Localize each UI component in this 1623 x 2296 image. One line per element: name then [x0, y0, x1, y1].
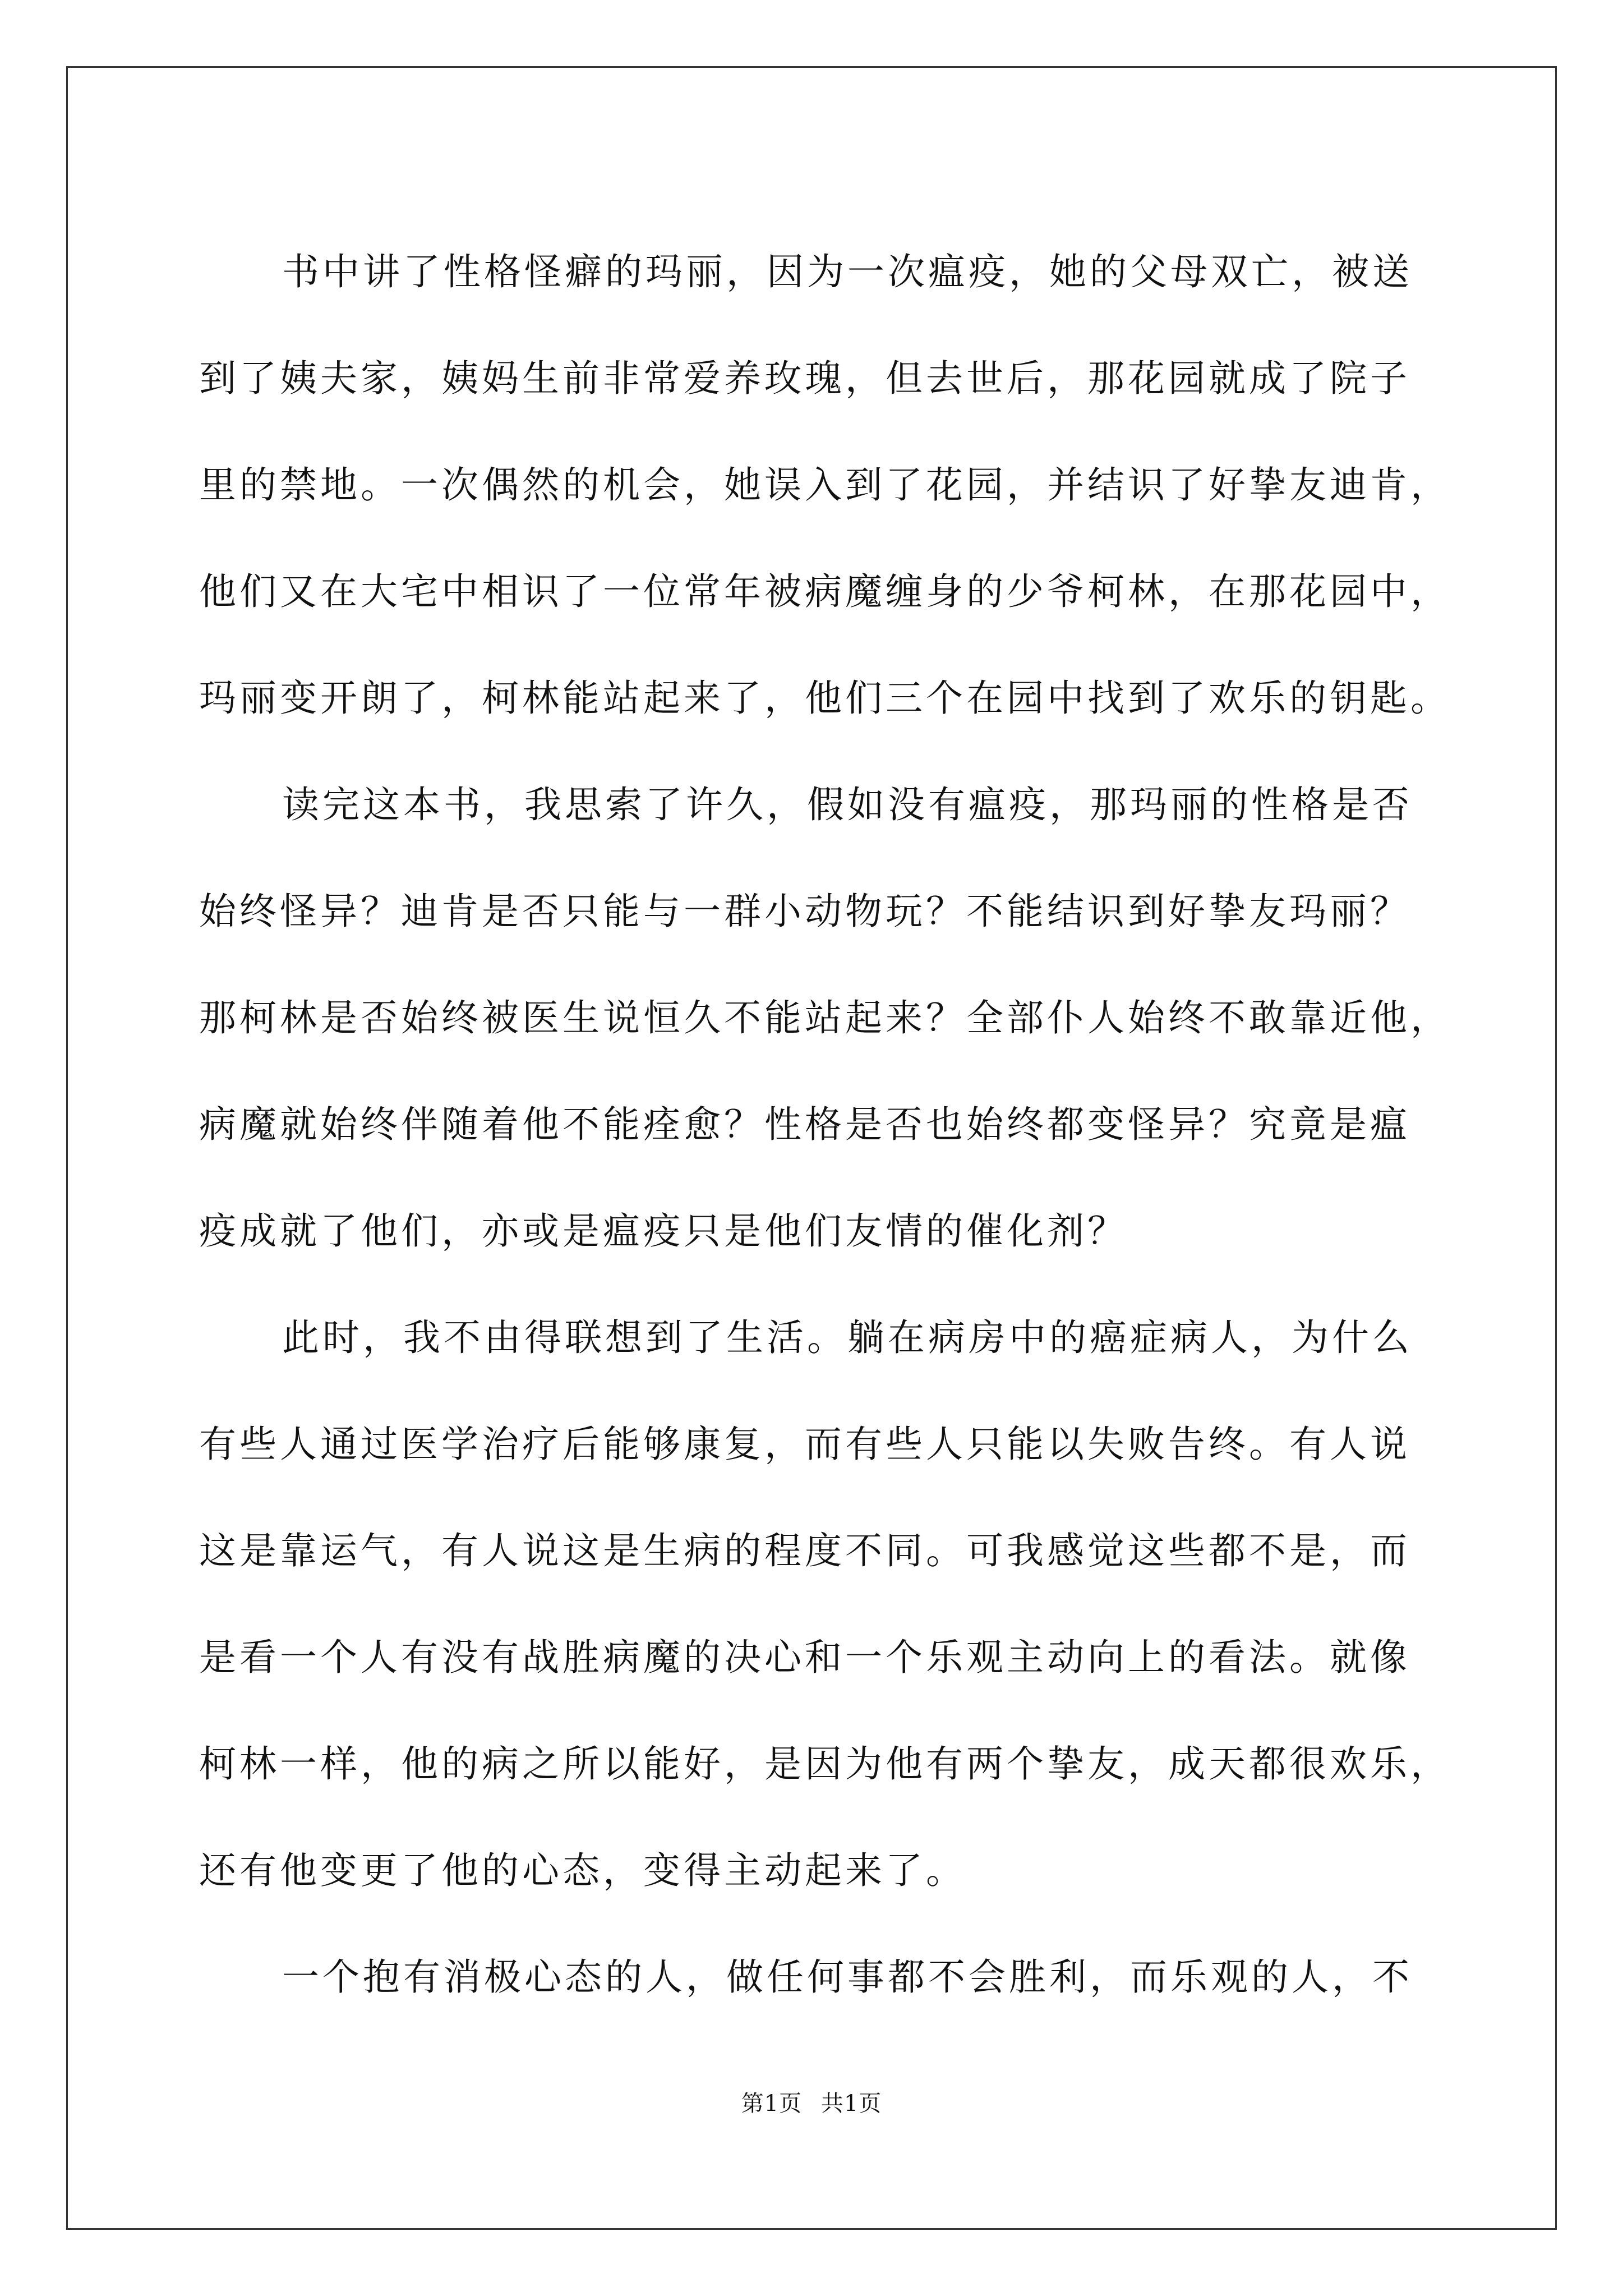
- text-line: 书中讲了性格怪癖的玛丽，因为一次瘟疫，她的父母双亡，被送: [282, 250, 1413, 293]
- text-line: 一个抱有消极心态的人，做任何事都不会胜利，而乐观的人，不: [282, 1955, 1413, 1999]
- document-body: [199, 219, 1451, 2031]
- page-total: 共1页: [820, 2091, 882, 2116]
- text-line: 此时，我不由得联想到了生活。躺在病房中的癌症病人，为什么: [282, 1316, 1413, 1359]
- text-line: 他们又在大宅中相识了一位常年被病魔缠身的少爷柯林，在那花园中，: [199, 570, 1451, 613]
- text-line: 里的禁地。一次偶然的机会，她误入到了花园，并结识了好挚友迪肯，: [199, 463, 1451, 507]
- text-line: 还有他变更了他的心态，变得主动起来了。: [199, 1849, 966, 1892]
- text-line: 有些人通过医学治疗后能够康复，而有些人只能以失败告终。有人说: [199, 1423, 1410, 1466]
- text-line: 是看一个人有没有战胜病魔的决心和一个乐观主动向上的看法。就像: [199, 1636, 1410, 1679]
- text-line: 到了姨夫家，姨妈生前非常爱养玫瑰，但去世后，那花园就成了院子: [199, 357, 1410, 400]
- text-line: 始终怪异？迪肯是否只能与一群小动物玩？不能结识到好挚友玛丽？: [199, 890, 1410, 933]
- text-line: 这是靠运气，有人说这是生病的程度不同。可我感觉这些都不是，而: [199, 1529, 1410, 1572]
- page-number: 第1页: [741, 2091, 803, 2116]
- text-line: 那柯林是否始终被医生说恒久不能站起来？全部仆人始终不敢靠近他，: [199, 996, 1451, 1039]
- text-line: 病魔就始终伴随着他不能痊愈？性格是否也始终都变怪异？究竟是瘟: [199, 1103, 1410, 1146]
- text-line: 读完这本书，我思索了许久，假如没有瘟疫，那玛丽的性格是否: [282, 783, 1413, 826]
- text-line: 疫成就了他们，亦或是瘟疫只是他们友情的催化剂？: [199, 1209, 1128, 1253]
- text-line: 柯林一样，他的病之所以能好，是因为他有两个挚友，成天都很欢乐，: [199, 1742, 1451, 1786]
- text-line: 玛丽变开朗了，柯林能站起来了，他们三个在园中找到了欢乐的钥匙。: [199, 677, 1451, 720]
- text-block: [199, 219, 1451, 2031]
- page-footer: [0, 2086, 1623, 2118]
